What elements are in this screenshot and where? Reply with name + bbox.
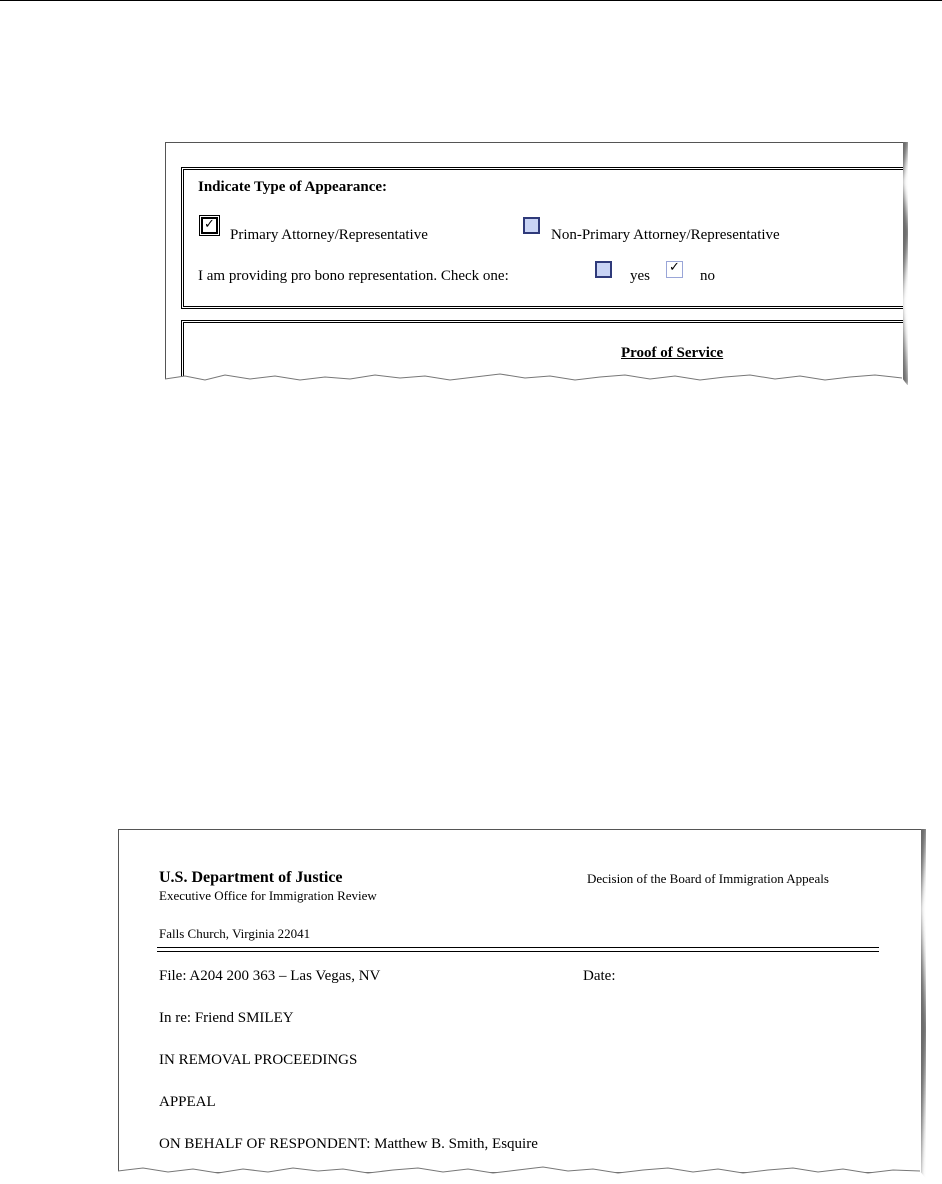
header-rule [157,947,879,952]
pro-bono-yes-checkbox[interactable] [595,261,612,278]
decision-paper [118,829,921,1172]
check-icon: ✓ [669,260,680,275]
behalf-line: ON BEHALF OF RESPONDENT: Matthew B. Smith, Esquire [159,1136,538,1152]
in-re-line: In re: Friend SMILEY [159,1010,294,1026]
pro-bono-yes-label: yes [630,268,650,284]
appearance-title: Indicate Type of Appearance: [198,179,388,195]
form-clipping [165,142,908,385]
decision-title: Decision of the Board of Immigration Appeals [587,871,829,886]
form-paper [165,142,903,384]
proceedings-line: IN REMOVAL PROCEEDINGS [159,1052,358,1068]
non-primary-attorney-checkbox[interactable] [523,217,540,234]
primary-attorney-label: Primary Attorney/Representative [230,227,428,243]
decision-clipping [118,829,926,1179]
top-rule [0,0,942,1]
appeal-line: APPEAL [159,1094,216,1110]
pro-bono-prompt: I am providing pro bono representation. Check one: [198,268,509,284]
torn-edge [165,370,908,386]
non-primary-attorney-label: Non-Primary Attorney/Representative [551,227,780,243]
check-icon: ✓ [204,217,215,232]
primary-attorney-checkbox[interactable] [201,217,218,234]
proof-of-service-heading: Proof of Service [621,345,724,361]
pro-bono-no-checkbox[interactable] [666,261,683,278]
office-address: Falls Church, Virginia 22041 [159,926,311,941]
torn-edge [118,1163,926,1179]
agency-name: U.S. Department of Justice [159,869,343,886]
file-line: File: A204 200 363 – Las Vegas, NV [159,968,381,984]
pro-bono-no-label: no [700,268,715,284]
office-name: Executive Office for Immigration Review [159,888,377,903]
date-label: Date: [583,968,616,984]
